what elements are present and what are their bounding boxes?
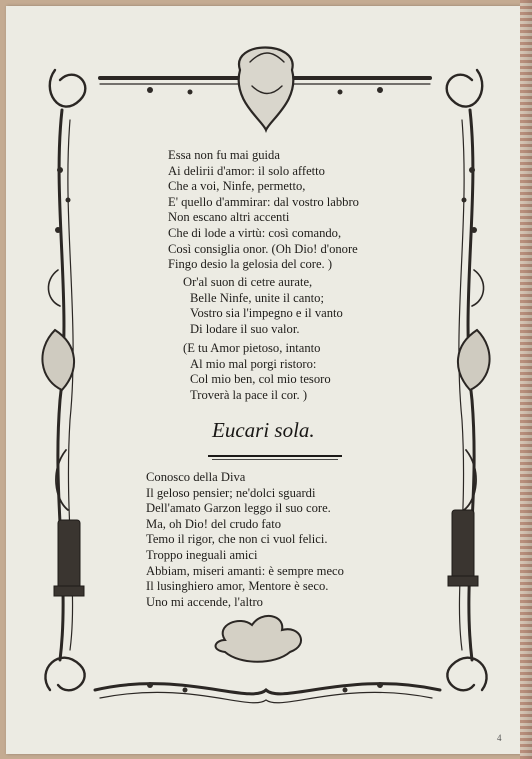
verse-line: Al mio mal porgi ristoro: — [190, 356, 317, 371]
verse-line: Non escano altri accenti — [168, 210, 290, 225]
verse-line: (E tu Amor pietoso, intanto — [183, 341, 321, 355]
verse-line: Il geloso pensier; ne'dolci sguardi — [146, 485, 316, 500]
verse-line: Ai delirii d'amor: il solo affetto — [168, 163, 325, 178]
verse-line: Che a voi, Ninfe, permetto, — [168, 179, 306, 194]
verse-line: Di lodare il suo valor. — [190, 321, 300, 336]
scene-heading: Eucari sola. — [212, 418, 315, 442]
verse-line: Che di lode a virtù: così comando, — [168, 225, 342, 240]
verse-line: Or'al suon di cetre aurate, — [183, 275, 313, 289]
heading-rule-thin — [212, 459, 338, 460]
verse-line: Col mio ben, col mio tesoro — [190, 372, 331, 387]
verse-line: Temo il rigor, che non ci vuol felici. — [146, 532, 328, 547]
verse-line: Ma, oh Dio! del crudo fato — [146, 516, 281, 531]
page-mark: 4 — [497, 733, 502, 743]
verse-line: Così consiglia onor. (Oh Dio! d'onore — [168, 241, 358, 256]
verse-line: Troverà la pace il cor. ) — [190, 387, 308, 402]
verse-block-3 — [183, 341, 331, 403]
verse-block-4 — [146, 470, 344, 610]
verse-line: Abbiam, miseri amanti: è sempre meco — [146, 563, 344, 578]
verse-line: Uno mi accende, l'altro — [146, 594, 263, 609]
verse-line: Belle Ninfe, unite il canto; — [190, 290, 324, 305]
verse-line: Il lusinghiero amor, Mentore è seco. — [146, 579, 329, 594]
verse-line: E' quello d'ammirar: dal vostro labbro — [168, 194, 359, 209]
verse-line: Conosco della Diva — [146, 470, 246, 484]
verse-line: Dell'amato Garzon leggo il suo core. — [146, 501, 331, 516]
verse-line: Essa non fu mai guida — [168, 148, 280, 162]
verse-line: Fingo desio la gelosia del core. ) — [168, 257, 333, 272]
verse-block-1 — [168, 148, 359, 273]
verse-block-2 — [183, 275, 343, 337]
heading-rule — [208, 455, 342, 457]
verse-line: Vostro sia l'impegno e il vanto — [190, 306, 343, 321]
verse-line: Troppo ineguali amici — [146, 547, 258, 562]
